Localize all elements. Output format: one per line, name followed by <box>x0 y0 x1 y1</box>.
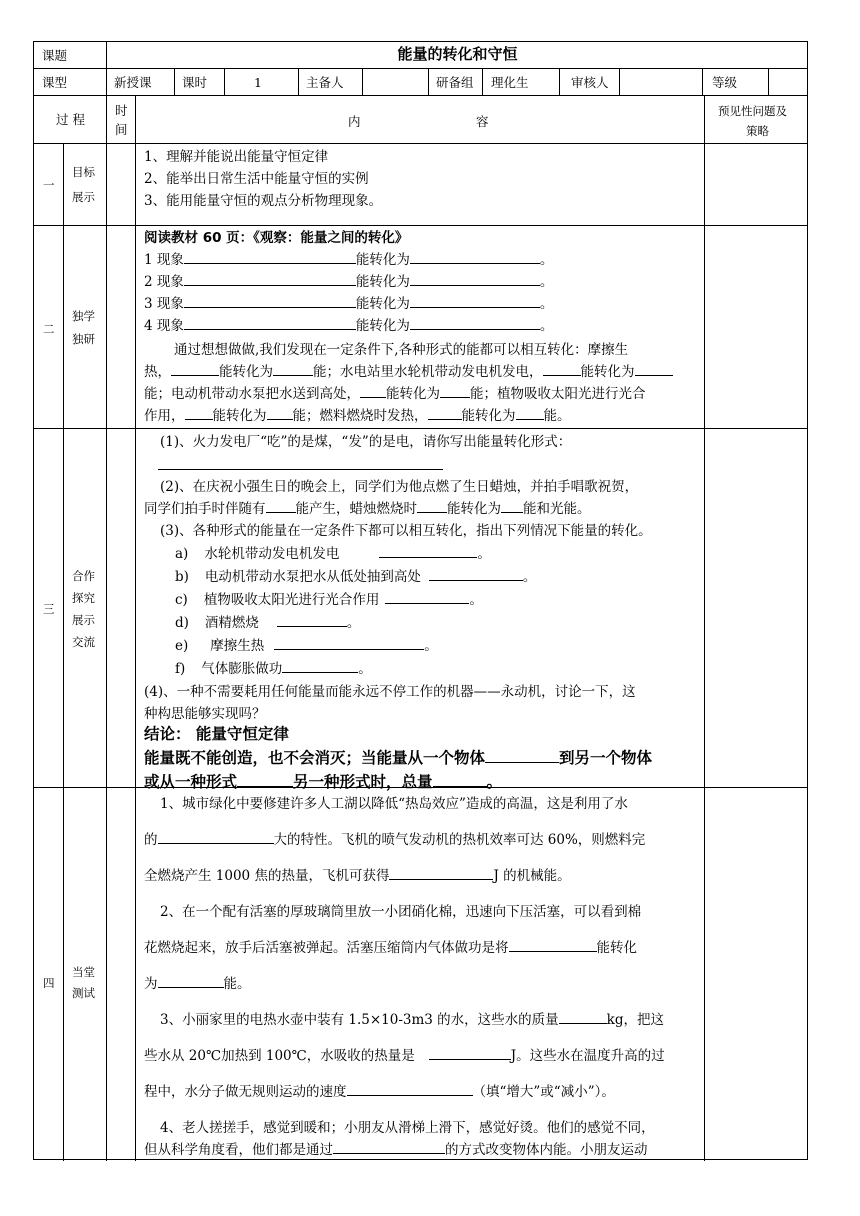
test-line: 程中，水分子做无规则运动的速度 （填“增大”或“减小”）。 <box>144 1081 615 1103</box>
test-line: 为 能。 <box>144 973 251 995</box>
process-header: 过 程 <box>56 112 85 127</box>
question-2-line-2: 同学们拍手时伴随有 能产生，蜡烛燃烧时 能转化为 能和光能。 <box>144 498 591 520</box>
page-title: 能量的转化和守恒 <box>397 45 518 63</box>
row-divider <box>34 143 807 144</box>
section-label: 展示 <box>72 190 95 204</box>
sub-item: c) 植物吸收太阳光进行光合作用 。 <box>175 589 483 611</box>
paragraph-line: 通过想想做做,我们发现在一定条件下,各种形式的能都可以相互转化：摩擦生 <box>174 342 629 358</box>
reading-heading: 阅读教材 60 页：《观察：能量之间的转化》 <box>144 230 409 246</box>
test-line: 但从科学角度看，他们都是通过 的方式改变物体内能。小朋友运动 <box>144 1139 648 1161</box>
row-divider <box>34 428 807 429</box>
col-divider <box>559 68 560 95</box>
row-divider <box>34 225 807 226</box>
row-divider <box>34 95 807 96</box>
section-label: 展示 <box>72 613 95 627</box>
col-divider <box>63 143 64 1161</box>
preparer-label: 主备人 <box>306 75 344 90</box>
phenomenon-line: 3 现象 能转化为 。 <box>144 293 553 315</box>
section-number: 二 <box>43 322 55 336</box>
strategy-header-1: 预见性问题及 <box>718 104 787 118</box>
answer-line <box>158 469 443 470</box>
col-divider <box>106 95 107 1161</box>
reviewer-label: 审核人 <box>571 75 609 90</box>
test-line: 的 大的特性。飞机的喷气发动机的热机效率可达 60%，则燃料完 <box>144 829 645 851</box>
test-line: 些水从 20℃加热到 100℃，水吸收的热量是 J。这些水在温度升高的过 <box>144 1045 665 1067</box>
law-line-2: 或从一种形式 另一种形式时，总量 。 <box>144 773 503 791</box>
course-type-value: 新授课 <box>114 75 152 90</box>
sub-item: e) 摩擦生热 。 <box>175 635 438 657</box>
section-label: 目标 <box>72 165 95 179</box>
test-line: 2、在一个配有活塞的厚玻璃筒里放一小团硝化棉，迅速向下压活塞，可以看到棉 <box>160 904 642 920</box>
section-label: 合作 <box>72 569 95 583</box>
col-divider <box>428 68 429 95</box>
section-label: 测试 <box>72 986 95 1000</box>
col-divider <box>768 68 769 95</box>
section-label: 当堂 <box>72 965 95 979</box>
group-value: 理化生 <box>491 75 529 90</box>
law-line-1: 能量既不能创造，也不会消灭；当能量从一个物体 到另一个物体 <box>144 749 653 767</box>
question-1: (1)、火力发电厂“吃”的是煤，“发”的是电，请你写出能量转化形式： <box>160 434 572 450</box>
paragraph-line: 能；电动机带动水泵把水送到高处， 能转化为 能；植物吸收太阳光进行光合 <box>144 383 646 405</box>
section-number: 三 <box>43 602 55 616</box>
test-line: 1、城市绿化中要修建许多人工湖以降低“热岛效应”造成的高温，这是利用了水 <box>160 796 628 812</box>
grade-label: 等级 <box>712 75 738 90</box>
goal-line: 2、能举出日常生活中能量守恒的实例 <box>144 171 369 187</box>
phenomenon-line: 2 现象 能转化为 。 <box>144 271 553 293</box>
question-3: (3)、各种形式的能量在一定条件下都可以相互转化，指出下列情况下能量的转化。 <box>160 523 652 539</box>
course-type-label: 课型 <box>42 75 68 90</box>
topic-label: 课题 <box>42 48 68 63</box>
row-divider <box>34 68 807 69</box>
strategy-header-2: 策略 <box>746 124 769 138</box>
test-line: 全燃烧产生 1000 焦的热量，飞机可获得 J 的机械能。 <box>144 865 571 887</box>
paragraph-line: 作用， 能转化为 能；燃料燃烧时发热， 能转化为 能。 <box>144 405 571 427</box>
time-header-2: 间 <box>115 122 128 137</box>
lesson-plan-table <box>33 41 808 1160</box>
sub-item: f) 气体膨胀做功 。 <box>175 658 372 680</box>
col-divider <box>362 68 363 95</box>
conclusion-heading: 结论： 能量守恒定律 <box>144 725 289 743</box>
group-label: 研备组 <box>436 75 474 90</box>
time-header-1: 时 <box>115 103 128 118</box>
question-4: (4)、一种不需要耗用任何能量而能永远不停工作的机器——永动机，讨论一下，这 <box>144 684 636 700</box>
col-divider <box>619 68 620 95</box>
test-line: 花燃烧起来，放手后活塞被弹起。活塞压缩筒内气体做功是将 能转化 <box>144 937 637 959</box>
phenomenon-line: 1 现象 能转化为 。 <box>144 249 553 271</box>
section-label: 独研 <box>72 332 95 346</box>
period-label: 课时 <box>182 75 208 90</box>
col-divider <box>482 68 483 95</box>
content-header-2: 容 <box>476 114 489 129</box>
sub-item: d) 酒精燃烧 。 <box>175 612 360 634</box>
test-line: 4、老人搓搓手，感觉到暖和；小朋友从滑梯上滑下，感觉好烫。他们的感觉不同， <box>160 1120 655 1136</box>
test-line: 3、小丽家里的电热水壶中装有 1.5×10-3m3 的水，这些水的质量 kg，把这 <box>160 1009 664 1031</box>
col-divider <box>174 68 175 95</box>
content-header-1: 内 <box>348 114 361 129</box>
col-divider <box>704 95 705 1161</box>
col-divider <box>224 68 225 95</box>
col-divider <box>298 68 299 95</box>
section-label: 独学 <box>72 309 95 323</box>
section-label: 探究 <box>72 591 95 605</box>
phenomenon-line: 4 现象 能转化为 。 <box>144 315 553 337</box>
col-divider <box>702 68 703 95</box>
sub-item: a) 水轮机带动发电机发电 。 <box>175 543 491 565</box>
section-number: 一 <box>43 178 55 192</box>
goal-line: 3、能用能量守恒的观点分析物理现象。 <box>144 193 383 209</box>
question-4-line-2: 种构思能够实现吗？ <box>144 706 266 722</box>
goal-line: 1、理解并能说出能量守恒定律 <box>144 149 329 165</box>
period-value: 1 <box>254 75 262 90</box>
section-number: 四 <box>43 976 55 990</box>
question-2: (2)、在庆祝小强生日的晚会上，同学们为他点燃了生日蜡烛，并拍手唱歌祝贺， <box>160 479 639 495</box>
section-label: 交流 <box>72 635 95 649</box>
sub-item: b) 电动机带动水泵把水从低处抽到高处 。 <box>175 566 536 588</box>
paragraph-line: 热， 能转化为 能；水电站里水轮机带动发电机发电， 能转化为 <box>144 361 673 383</box>
col-divider <box>135 95 136 1161</box>
